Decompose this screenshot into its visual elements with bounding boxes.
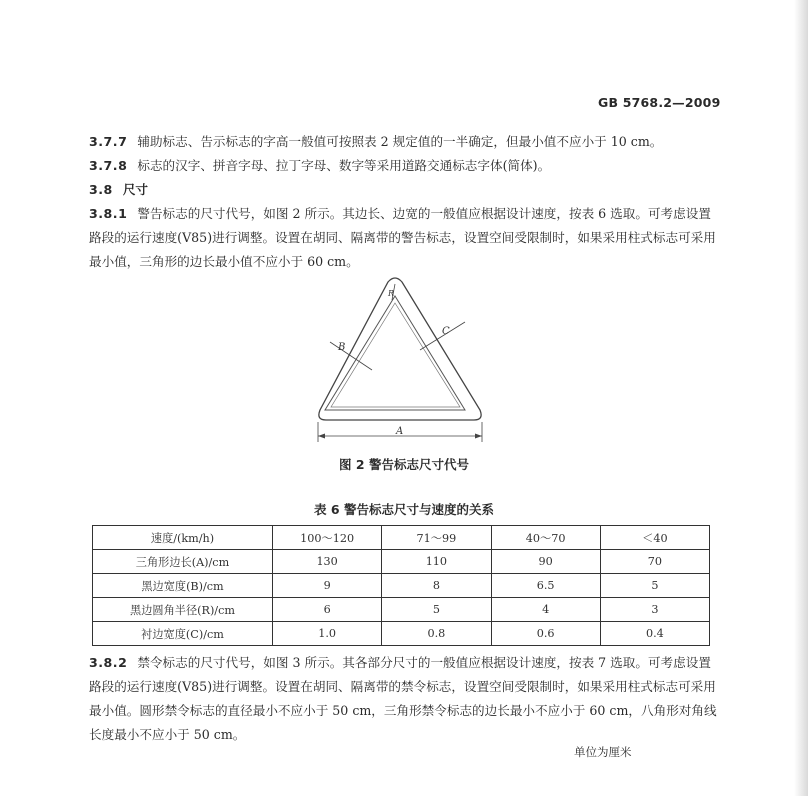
table-cell: 1.0 [273, 622, 382, 646]
clause-text: 标志的汉字、拼音字母、拉丁字母、数字等采用道路交通标志字体(简体)。 [137, 158, 551, 173]
section-number: 3.8 [89, 182, 113, 197]
table-cell: 8 [382, 574, 491, 598]
label-b: B [338, 342, 346, 353]
table-header-cell: 100～120 [273, 526, 382, 550]
b-dimension-line [330, 342, 372, 370]
table-header-cell: 速度/(km/h) [93, 526, 273, 550]
clause-3-7-8 [89, 154, 721, 178]
table-header-cell: 71～99 [382, 526, 491, 550]
warning-sign-dimension-figure [300, 270, 500, 456]
table-row [93, 622, 710, 646]
clause-number: 3.7.8 [89, 158, 128, 173]
table-cell: 70 [600, 550, 709, 574]
table-cell: 5 [382, 598, 491, 622]
clause-3-8-1 [89, 202, 721, 274]
triangle-inner-edge-2 [331, 303, 460, 407]
clause-3-7-7 [89, 130, 721, 154]
a-arrow-right [475, 434, 482, 439]
table-cell: 黑边宽度(B)/cm [93, 574, 273, 598]
page-edge-shadow [794, 0, 808, 796]
a-arrow-left [318, 434, 325, 439]
table-cell: 130 [273, 550, 382, 574]
table-header-row [93, 526, 710, 550]
table-cell: 0.4 [600, 622, 709, 646]
figure-2-caption: 图 2 警告标志尺寸代号 [339, 457, 469, 472]
label-a: A [396, 426, 404, 437]
table-cell: 6 [273, 598, 382, 622]
table-cell: 0.8 [382, 622, 491, 646]
standard-code: GB 5768.2—2009 [598, 95, 721, 110]
label-r: R [388, 289, 395, 298]
table-cell: 6.5 [491, 574, 600, 598]
table-row [93, 598, 710, 622]
clause-text: 禁令标志的尺寸代号，如图 3 所示。其各部分尺寸的一般值应根据设计速度，按表 7 选取。可考虑设置路段的运行速度(V85)进行调整。设置在胡同、隔离带的禁令标志，设置空间受限制时，如果采用柱式标志可采用最小值。圆形禁令标志的直径最小不应小于 50 cm，三角形禁令标志的边长最小不应小于 60 cm，八角形对角线长度最小不应小于 50 cm。 [89, 655, 717, 742]
section-3-8-heading [89, 178, 721, 202]
table-cell: 3 [600, 598, 709, 622]
table-row [93, 574, 710, 598]
table-cell: 衬边宽度(C)/cm [93, 622, 273, 646]
table-cell: 0.6 [491, 622, 600, 646]
table-header-cell: ＜40 [600, 526, 709, 550]
table-cell: 110 [382, 550, 491, 574]
section-title: 尺寸 [122, 182, 148, 197]
table-cell: 9 [273, 574, 382, 598]
table-cell: 90 [491, 550, 600, 574]
table-header-cell: 40～70 [491, 526, 600, 550]
clause-text: 辅助标志、告示标志的字高一般值可按照表 2 规定值的一半确定，但最小值不应小于 10 cm。 [137, 134, 663, 149]
table-cell: 5 [600, 574, 709, 598]
clause-number: 3.7.7 [89, 134, 128, 149]
clause-text: 警告标志的尺寸代号，如图 2 所示。其边长、边宽的一般值应根据设计速度，按表 6 选取。可考虑设置路段的运行速度(V85)进行调整。设置在胡同、隔离带的警告标志，设置空间受限制时，如果采用柱式标志可采用最小值，三角形的边长最小值不应小于 60 cm。 [89, 206, 716, 269]
unit-note: 单位为厘米 [574, 745, 632, 759]
clause-number: 3.8.2 [89, 655, 128, 670]
clause-number: 3.8.1 [89, 206, 128, 221]
table-cell: 三角形边长(A)/cm [93, 550, 273, 574]
label-c: C [442, 326, 450, 337]
table-cell: 黑边圆角半径(R)/cm [93, 598, 273, 622]
table-row [93, 550, 710, 574]
table-cell: 4 [491, 598, 600, 622]
table-6-caption: 表 6 警告标志尺寸与速度的关系 [314, 502, 494, 517]
table-6 [92, 525, 710, 646]
clause-3-8-2 [89, 651, 721, 747]
